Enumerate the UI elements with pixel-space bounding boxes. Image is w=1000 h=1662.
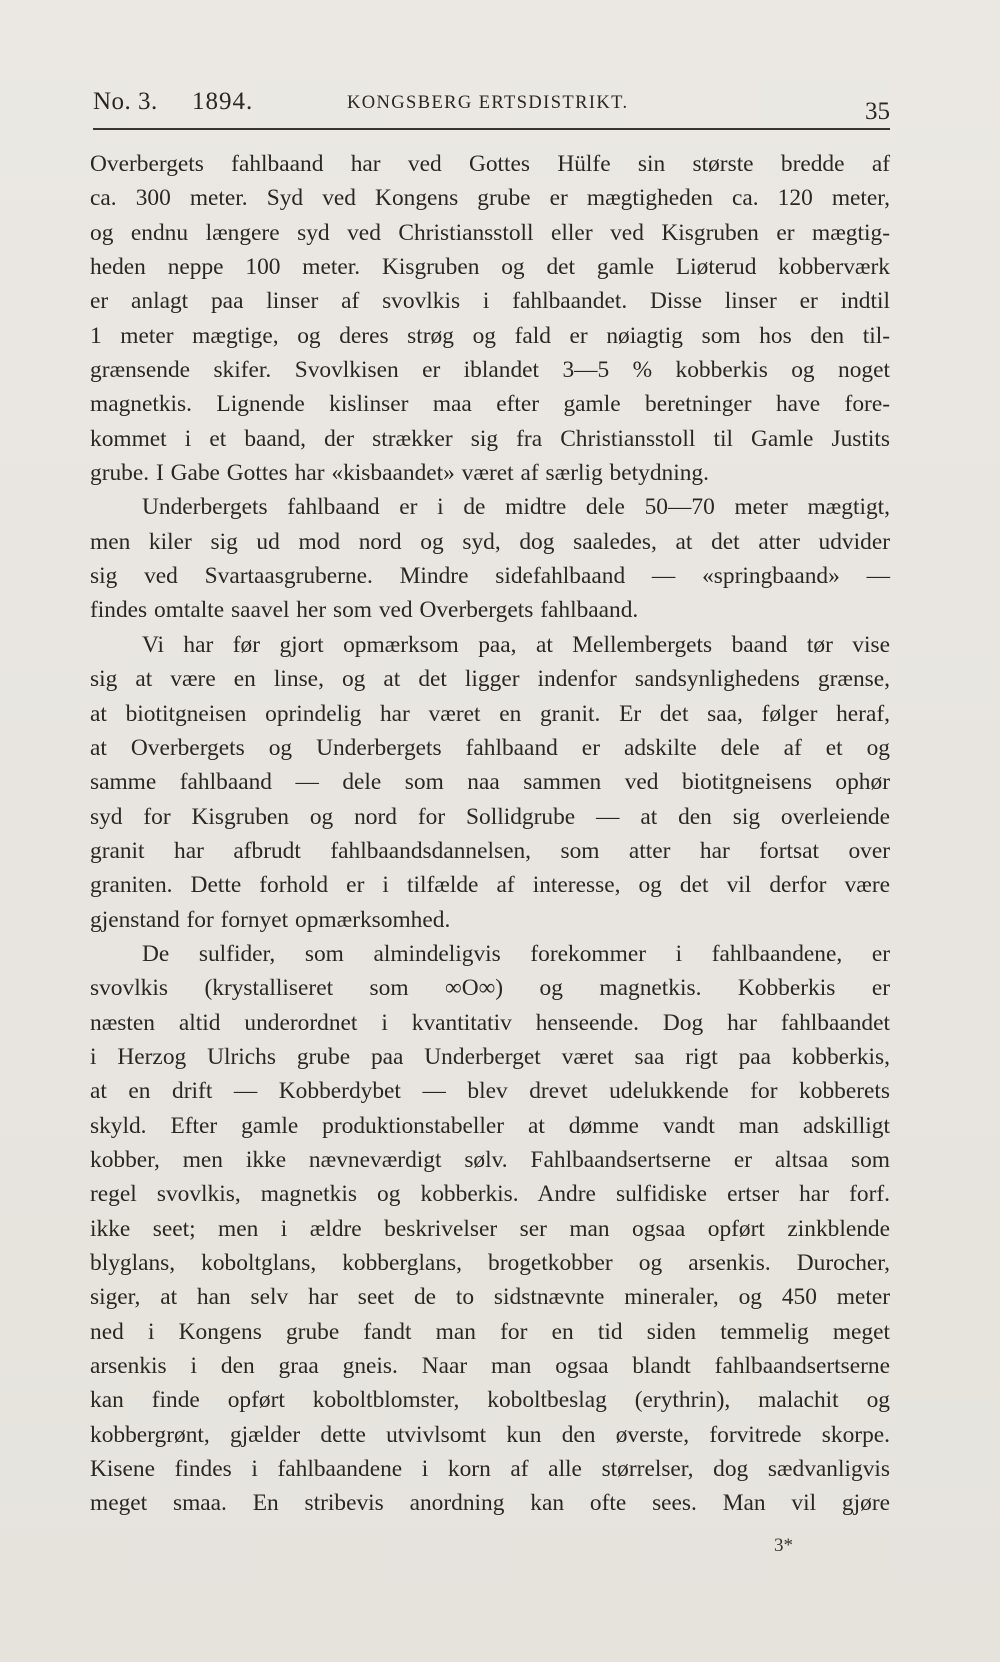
text-line: De sulfider, som almindeligvis forekommer i fahlbaandene, er — [142, 940, 890, 967]
text-line: kommet i et baand, der strækker sig fra Christiansstoll til Gamle Justits — [90, 425, 890, 452]
text-line: næsten altid underordnet i kvantitativ henseende. Dog har fahlbaandet — [90, 1009, 890, 1036]
text-line: ikke seet; men i ældre beskrivelser ser man ogsaa opført zinkblende — [90, 1215, 890, 1242]
running-title: KONGSBERG ERTSDISTRIKT. — [347, 93, 629, 113]
text-line: sig at være en linse, og at det ligger indenfor sandsynlighedens grænse, — [90, 666, 890, 693]
text-line: Kisene findes i fahlbaandene i korn af alle størrelser, dog sædvanligvis — [90, 1456, 890, 1483]
text-line: er anlagt paa linser af svovlkis i fahlbaandet. Disse linser er indtil — [90, 288, 890, 315]
text-line: men kiler sig ud mod nord og syd, dog saaledes, at det atter udvider — [90, 528, 890, 555]
text-line: kobbergrønt, gjælder dette utvivlsomt kun den øverste, forvitrede skorpe. — [90, 1421, 890, 1448]
text-line: sig ved Svartaasgruberne. Mindre sidefahlbaand — «springbaand» — — [90, 563, 890, 590]
text-line: kobber, men ikke nævneværdigt sølv. Fahlbaandsertserne er altsaa som — [90, 1146, 890, 1173]
text-line: regel svovlkis, magnetkis og kobberkis. Andre sulfidiske ertser har forf. — [90, 1181, 890, 1208]
text-line: heden neppe 100 meter. Kisgruben og det gamle Liøterud kobberværk — [90, 254, 890, 281]
text-line: at en drift — Kobberdybet — blev drevet udelukkende for kobberets — [90, 1078, 890, 1105]
text-line: Overbergets fahlbaand har ved Gottes Hülfe sin største bredde af — [90, 151, 890, 177]
text-line: skyld. Efter gamle produktionstabeller at dømme vandt man adskilligt — [90, 1112, 890, 1139]
text-line: Vi har før gjort opmærksom paa, at Mellembergets baand tør vise — [142, 631, 890, 658]
text-line: samme fahlbaand — dele som naa sammen ved biotitgneisens ophør — [90, 769, 890, 796]
text-line: Underbergets fahlbaand er i de midtre dele 50—70 meter mægtigt, — [142, 494, 890, 521]
body-text — [90, 147, 890, 1521]
text-line: magnetkis. Lignende kislinser maa efter gamle beretninger have fore- — [90, 391, 890, 418]
text-line: siger, at han selv har seet de to sidstnævnte mineraler, og 450 meter — [90, 1284, 890, 1311]
text-line: kan finde opført koboltblomster, koboltbeslag (erythrin), malachit og — [90, 1387, 890, 1414]
text-line: ned i Kongens grube fandt man for en tid siden temmelig meget — [90, 1318, 890, 1345]
sheet-signature: 3* — [774, 1535, 793, 1556]
text-line: gjenstand for fornyet opmærksomhed. — [90, 906, 451, 933]
page-number: 35 — [865, 98, 890, 125]
issue-number: No. 3. — [93, 88, 158, 115]
text-line: grænsende skifer. Svovlkisen er iblandet 3—5 % kobberkis og noget — [90, 357, 890, 384]
text-line: 1 meter mægtige, og deres strøg og fald er nøiagtig som hos den til- — [90, 322, 890, 349]
text-line: grube. I Gabe Gottes har «kisbaandet» været af særlig betydning. — [90, 460, 709, 487]
text-line: meget smaa. En stribevis anordning kan ofte sees. Man vil gjøre — [90, 1490, 890, 1517]
text-line: granit har afbrudt fahlbaandsdannelsen, som atter har fortsat over — [90, 837, 890, 864]
text-line: arsenkis i den graa gneis. Naar man ogsaa blandt fahlbaandsertserne — [90, 1353, 890, 1380]
text-line: og endnu længere syd ved Christiansstoll eller ved Kisgruben er mægtig- — [90, 219, 890, 246]
text-line: at Overbergets og Underbergets fahlbaand er adskilte dele af et og — [90, 734, 890, 761]
text-line: at biotitgneisen oprindelig har været en granit. Er det saa, følger heraf, — [90, 700, 890, 727]
issue-year: 1894. — [192, 88, 254, 115]
text-line: i Herzog Ulrichs grube paa Underberget været saa rigt paa kobberkis, — [90, 1043, 890, 1070]
header-rule — [93, 128, 890, 130]
text-line: ca. 300 meter. Syd ved Kongens grube er mægtigheden ca. 120 meter, — [90, 185, 890, 212]
text-line: findes omtalte saavel her som ved Overbergets fahlbaand. — [90, 597, 639, 624]
text-line: blyglans, koboltglans, kobberglans, brogetkobber og arsenkis. Durocher, — [90, 1250, 890, 1276]
running-header — [93, 84, 890, 124]
text-line: svovlkis (krystalliseret som ∞O∞) og magnetkis. Kobberkis er — [90, 975, 890, 1002]
text-line: graniten. Dette forhold er i tilfælde af interesse, og det vil derfor være — [90, 872, 890, 899]
text-line: syd for Kisgruben og nord for Sollidgrube — at den sig overleiende — [90, 803, 890, 830]
